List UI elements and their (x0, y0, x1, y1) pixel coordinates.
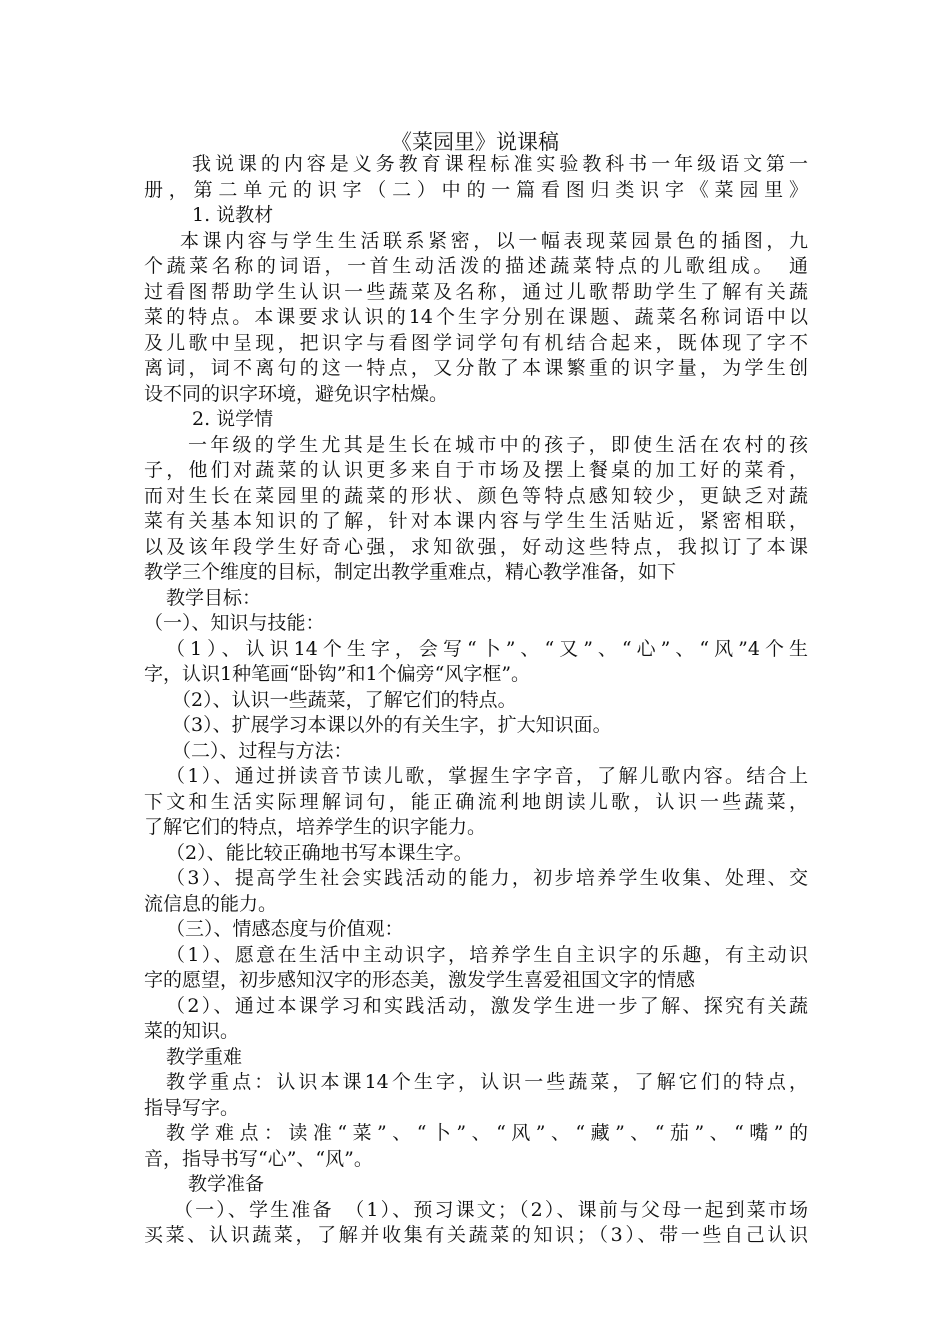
text-line: 字的愿望，初步感知汉字的形态美，激发学生喜爱祖国文字的情感 (144, 969, 696, 991)
text-line: 菜有关基本知识的了解，针对本课内容与学生生活贴近，紧密相联， (144, 510, 808, 532)
text-line: （3）、提高学生社会实践活动的能力，初步培养学生收集、处理、交 (166, 867, 808, 889)
text-line: 流信息的能力。 (144, 892, 278, 915)
text-line: 指导写字。 (144, 1096, 240, 1119)
text-line: 2. 说学情 (192, 408, 274, 430)
text-line: 个蔬菜名称的词语，一首生动活泼的描述蔬菜特点的儿歌组成。 通 (144, 255, 808, 277)
text-line: 过看图帮助学生认识一些蔬菜及名称，通过儿歌帮助学生了解有关蔬 (144, 280, 808, 303)
text-line: 字，认识1种笔画“卧钩”和1个偏旁“风字框”。 (144, 663, 531, 685)
text-line: （2）、能比较正确地书写本课生字。 (166, 841, 473, 864)
text-line: 菜的特点。本课要求认识的14个生字分别在课题、蔬菜名称词语中以 (144, 306, 808, 328)
text-line: 本课内容与学生生活联系紧密，以一幅表现菜园景色的插图，九 (180, 229, 808, 252)
text-line: 子，他们对蔬菜的认识更多来自于市场及摆上餐桌的加工好的菜肴， (144, 459, 808, 481)
text-line: （1）、认识14个生字，会写“卜”、“又”、“心”、“风”4个生 (166, 637, 808, 660)
text-line: 了解它们的特点，培养学生的识字能力。 (144, 816, 487, 838)
text-line: 离词，词不离句的这一特点，又分散了本课繁重的识字量，为学生创 (144, 357, 808, 379)
text-line: 买菜、认识蔬菜，了解并收集有关蔬菜的知识；（3）、带一些自己认识 (144, 1224, 808, 1246)
text-line: 教学重难 (166, 1045, 243, 1068)
text-line: （一）、学生准备 （1）、预习课文；（2）、课前与父母一起到菜市场 (174, 1198, 808, 1221)
text-line: 以及该年段学生好奇心强，求知欲强，好动这些特点，我拟订了本课 (144, 535, 808, 558)
text-line: 教学准备 (188, 1173, 265, 1195)
document-title: 《菜园里》说课稿 (391, 130, 559, 154)
text-line: （二）、过程与方法： (172, 739, 353, 762)
text-line: 我说课的内容是义务教育课程标准实验教科书一年级语文第一 (192, 153, 808, 175)
text-line: （3）、扩展学习本课以外的有关生字，扩大知识面。 (172, 714, 612, 736)
text-line: 及儿歌中呈现，把识字与看图学词学句有机结合起来，既体现了字不 (144, 331, 808, 354)
text-line: 教学目标： (166, 586, 262, 609)
text-line: 音，指导书写“心”、“风”。 (144, 1147, 373, 1170)
text-line: 教学重点：认识本课14个生字，认识一些蔬菜，了解它们的特点， (166, 1071, 808, 1093)
text-line: （1）、愿意在生活中主动识字，培养学生自主识字的乐趣，有主动识 (166, 943, 808, 966)
text-line: 下文和生活实际理解词句，能正确流利地朗读儿歌，认识一些蔬菜， (144, 790, 808, 813)
text-line: （2）、通过本课学习和实践活动，激发学生进一步了解、探究有关蔬 (166, 994, 808, 1017)
text-line: 设不同的识字环境，避免识字枯燥。 (144, 382, 449, 405)
text-line: 一年级的学生尤其是生长在城市中的孩子，即使生活在农村的孩 (188, 433, 808, 456)
text-line: 教学三个维度的目标，制定出教学重难点，精心教学准备，如下 (144, 561, 677, 583)
text-line: 菜的知识。 (144, 1020, 240, 1042)
text-line: 而对生长在菜园里的蔬菜的形状、颜色等特点感知较少，更缺乏对蔬 (144, 484, 808, 507)
text-line: （三）、情感态度与价值观： (166, 918, 404, 940)
text-line: 册，第二单元的识字（二）中的一篇看图归类识字《菜园里》 (144, 178, 808, 201)
text-line: 1. 说教材 (192, 204, 274, 226)
text-line: 教学难点：读准“菜”、“卜”、“风”、“藏”、“茄”、“嘴”的 (166, 1122, 808, 1144)
text-line: （一）、知识与技能： (144, 612, 325, 634)
text-line: （1）、通过拼读音节读儿歌，掌握生字字音，了解儿歌内容。结合上 (166, 765, 808, 787)
text-line: （2）、认识一些蔬菜，了解它们的特点。 (172, 688, 517, 711)
